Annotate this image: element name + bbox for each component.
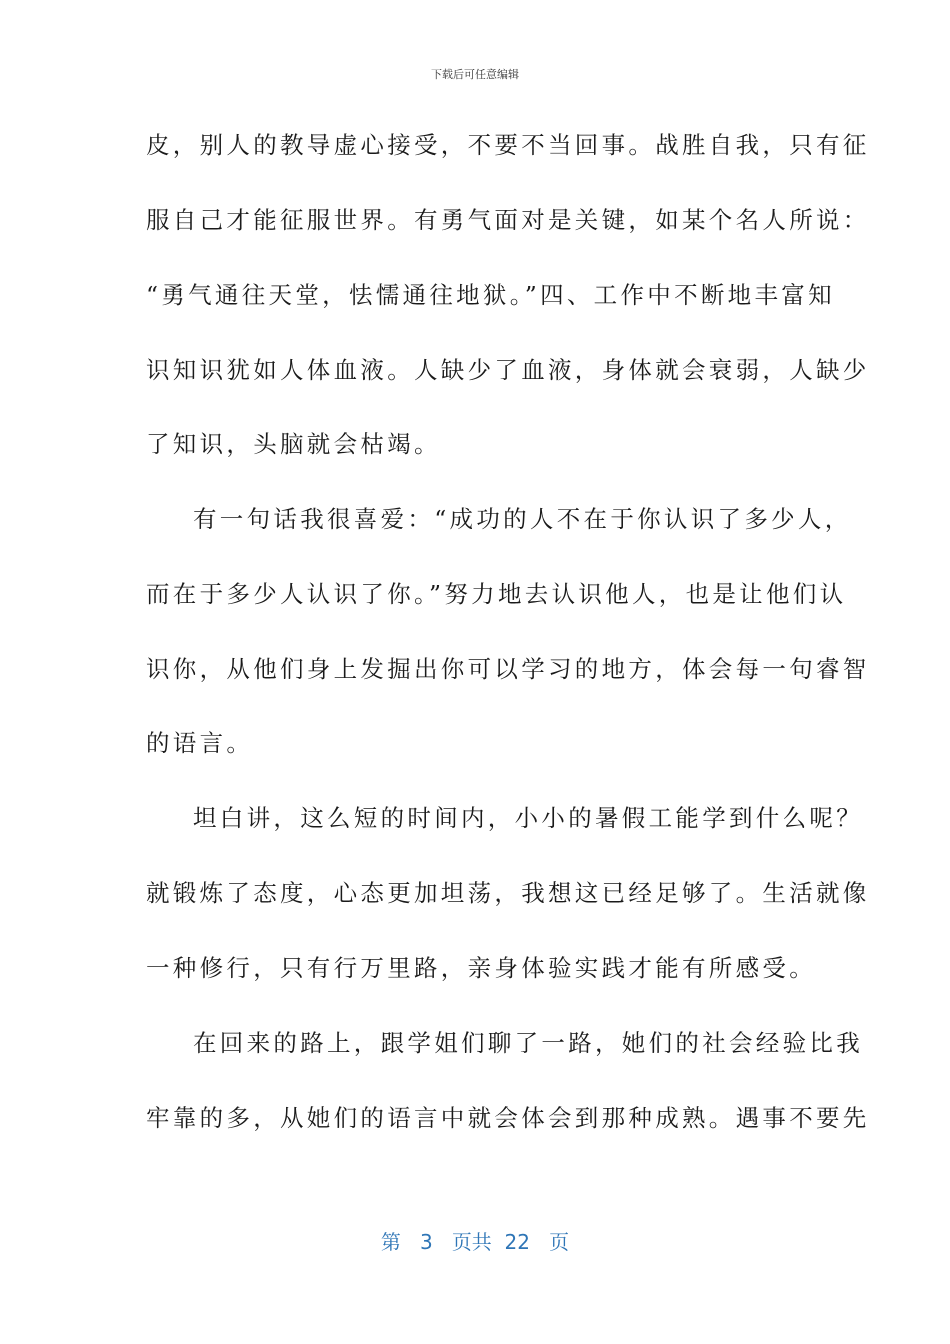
page-footer bbox=[0, 1226, 950, 1255]
text-line: 识你，从他们身上发掘出你可以学习的地方，体会每一句睿智 bbox=[146, 655, 870, 683]
text-line: 一种修行，只有行万里路，亲身体验实践才能有所感受。 bbox=[146, 954, 816, 982]
paragraph-start-line: 在回来的路上，跟学姐们聊了一路，她们的社会经验比我 bbox=[193, 1029, 863, 1057]
footer-prefix: 第 bbox=[380, 1230, 401, 1254]
text-line: 的语言。 bbox=[146, 729, 254, 757]
footer-middle: 页共 bbox=[451, 1230, 492, 1254]
text-line: 就锻炼了态度，心态更加坦荡，我想这已经足够了。生活就像 bbox=[146, 879, 870, 907]
text-line: 而在于多少人认识了你。”努力地去认识他人，也是让他们认 bbox=[146, 580, 847, 608]
text-line: 牢靠的多，从她们的语言中就会体会到那种成熟。遇事不要先 bbox=[146, 1104, 870, 1132]
footer-suffix: 页 bbox=[549, 1230, 570, 1254]
page-header: 下载后可任意编辑 bbox=[431, 68, 519, 81]
paragraph-start-line: 有一句话我很喜爱：“成功的人不在于你认识了多少人， bbox=[193, 505, 852, 533]
text-line: 了知识，头脑就会枯竭。 bbox=[146, 430, 441, 458]
text-line: 服自己才能征服世界。有勇气面对是关键，如某个名人所说： bbox=[146, 206, 870, 234]
text-line: 识知识犹如人体血液。人缺少了血液，身体就会衰弱，人缺少 bbox=[146, 356, 870, 384]
current-page-number: 3 bbox=[420, 1230, 433, 1254]
text-line: “勇气通往天堂，怯懦通往地狱。”四、工作中不断地丰富知 bbox=[146, 281, 835, 309]
total-page-count: 22 bbox=[504, 1230, 530, 1254]
text-line: 皮，别人的教导虚心接受，不要不当回事。战胜自我，只有征 bbox=[146, 131, 870, 159]
paragraph-start-line: 坦白讲，这么短的时间内，小小的暑假工能学到什么呢？ bbox=[193, 804, 863, 832]
